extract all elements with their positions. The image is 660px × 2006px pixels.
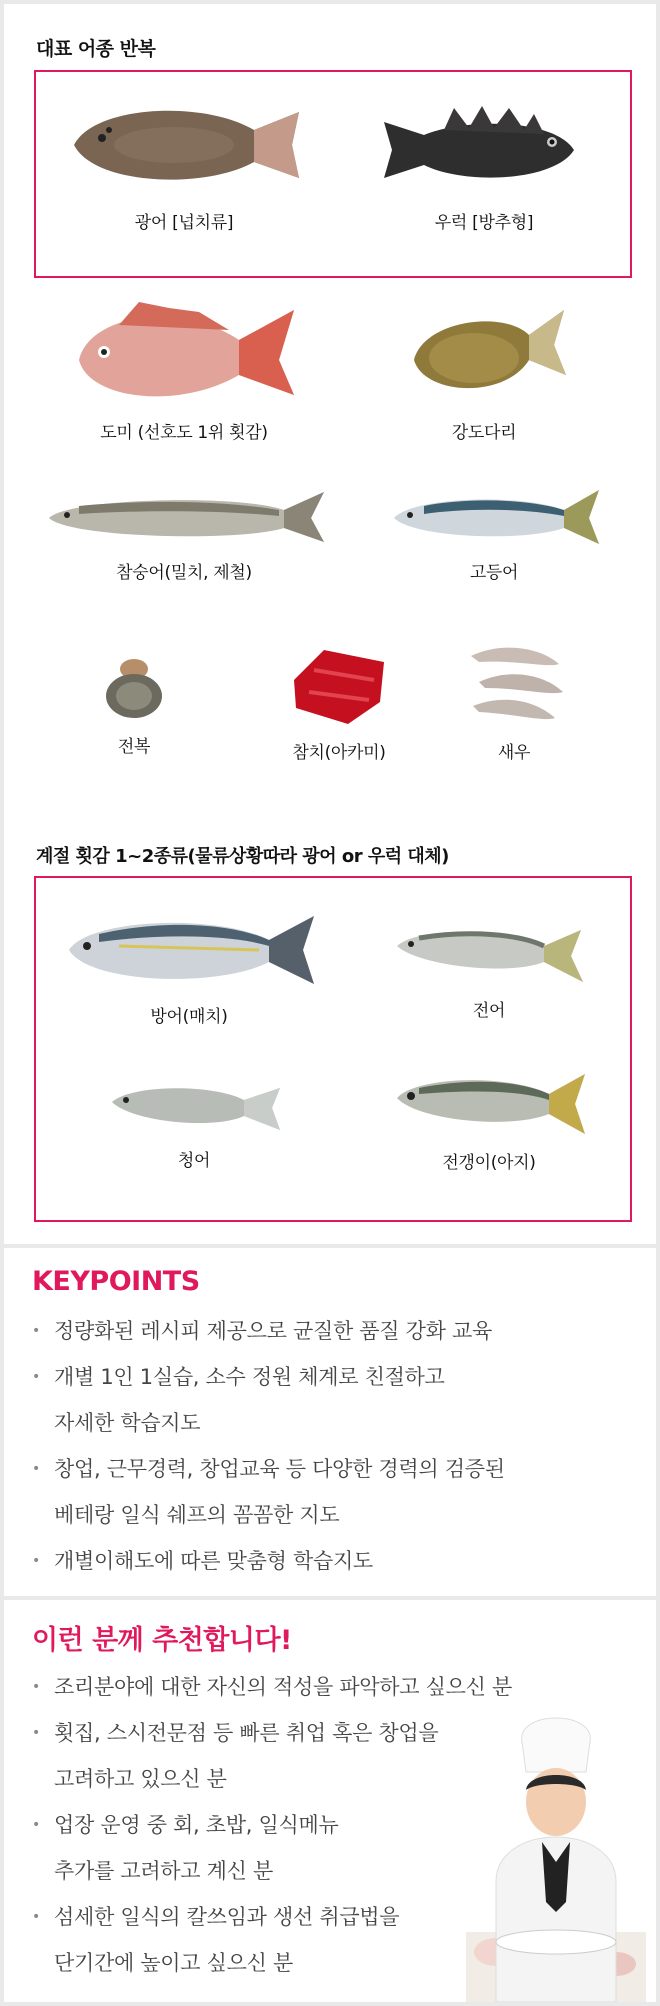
tuna-icon (284, 640, 394, 730)
yellowtail-icon (59, 904, 319, 994)
horse-mackerel-icon (389, 1064, 589, 1140)
recommendation-item-text: 업장 운영 중 회, 초밥, 일식메뉴 추가를 고려하고 계신 분 (54, 1813, 339, 1883)
gizzard-shad-icon (389, 916, 589, 988)
rockfish-icon (374, 100, 594, 200)
species-caption: 고등어 (469, 563, 519, 583)
species-caption: 참치(아카미) (292, 743, 386, 763)
shrimp-icon (459, 636, 569, 730)
keypoint-item-text: 개별 1인 1실습, 소수 정원 체계로 친절하고 자세한 학습지도 (54, 1365, 445, 1435)
species-card-horse-mackerel (374, 1064, 604, 1173)
flounder-icon (394, 290, 574, 410)
keypoint-item (28, 1446, 505, 1538)
species-caption: 도미 (선호도 1위 횟감) (100, 423, 268, 443)
mullet-icon (39, 480, 329, 550)
species-card-gizzard-shad (374, 916, 604, 1021)
species-card-rockfish (354, 100, 614, 233)
recommendation-item: • 조리분야에 대한 자신의 적성을 파악하고 싶으신 분 (28, 1664, 512, 1710)
species-caption: 새우 (497, 743, 531, 763)
keypoints-panel (4, 1248, 656, 1596)
herring-icon (104, 1074, 284, 1138)
species-caption: 전복 (117, 737, 151, 757)
species-caption: 청어 (177, 1151, 211, 1171)
fish-species-panel (4, 4, 656, 1244)
recommendation-item (28, 1894, 512, 1986)
species-card-flatfish (44, 90, 324, 233)
section-title-main-species: 대표 어종 반복 (36, 38, 156, 60)
keypoints-heading: KEYPOINTS (32, 1266, 200, 1297)
species-card-mullet (34, 480, 334, 583)
species-card-herring (84, 1074, 304, 1171)
flatfish-icon (54, 90, 314, 200)
species-caption: 참숭어(밀치, 제철) (116, 563, 252, 583)
recommendation-list (28, 1664, 512, 1986)
recommendation-panel (4, 1600, 656, 2002)
section-title-seasonal: 계절 횟감 1~2종류(물류상황따라 광어 or 우럭 대체) (36, 846, 449, 867)
species-card-shrimp (444, 636, 584, 763)
species-card-yellowtail (54, 904, 324, 1027)
species-card-abalone (74, 644, 194, 757)
abalone-icon (99, 644, 169, 724)
recommendation-item (28, 1710, 512, 1802)
species-card-sea-bream (44, 290, 324, 443)
sea-bream-icon (59, 290, 309, 410)
species-caption: 전어 (472, 1001, 506, 1021)
recommendation-item-text: 횟집, 스시전문점 등 빠른 취업 혹은 창업을 고려하고 있으신 분 (54, 1721, 439, 1791)
keypoints-list (28, 1308, 505, 1584)
species-caption: 우럭 [방추형] (434, 213, 534, 233)
mackerel-icon (384, 480, 604, 550)
keypoint-item: • 개별이해도에 따른 맞춤형 학습지도 (28, 1538, 505, 1584)
keypoint-item: • 정량화된 레시피 제공으로 균질한 품질 강화 교육 (28, 1308, 505, 1354)
recommendation-heading: 이런 분께 추천합니다! (32, 1625, 292, 1656)
recommendation-item-text: 섬세한 일식의 칼쓰임과 생선 취급법을 단기간에 높이고 싶으신 분 (54, 1905, 400, 1975)
species-caption: 전갱이(아지) (442, 1153, 536, 1173)
species-card-flounder (354, 290, 614, 443)
species-caption: 강도다리 (451, 423, 517, 443)
species-card-tuna (264, 640, 414, 763)
recommendation-item (28, 1802, 512, 1894)
species-caption: 광어 [넙치류] (134, 213, 234, 233)
keypoint-item-text: 창업, 근무경력, 창업교육 등 다양한 경력의 검증된 베테랑 일식 쉐프의 꼼꼼한 지도 (54, 1457, 505, 1527)
species-caption: 방어(매치) (150, 1007, 228, 1027)
keypoint-item (28, 1354, 505, 1446)
species-card-mackerel (364, 480, 624, 583)
